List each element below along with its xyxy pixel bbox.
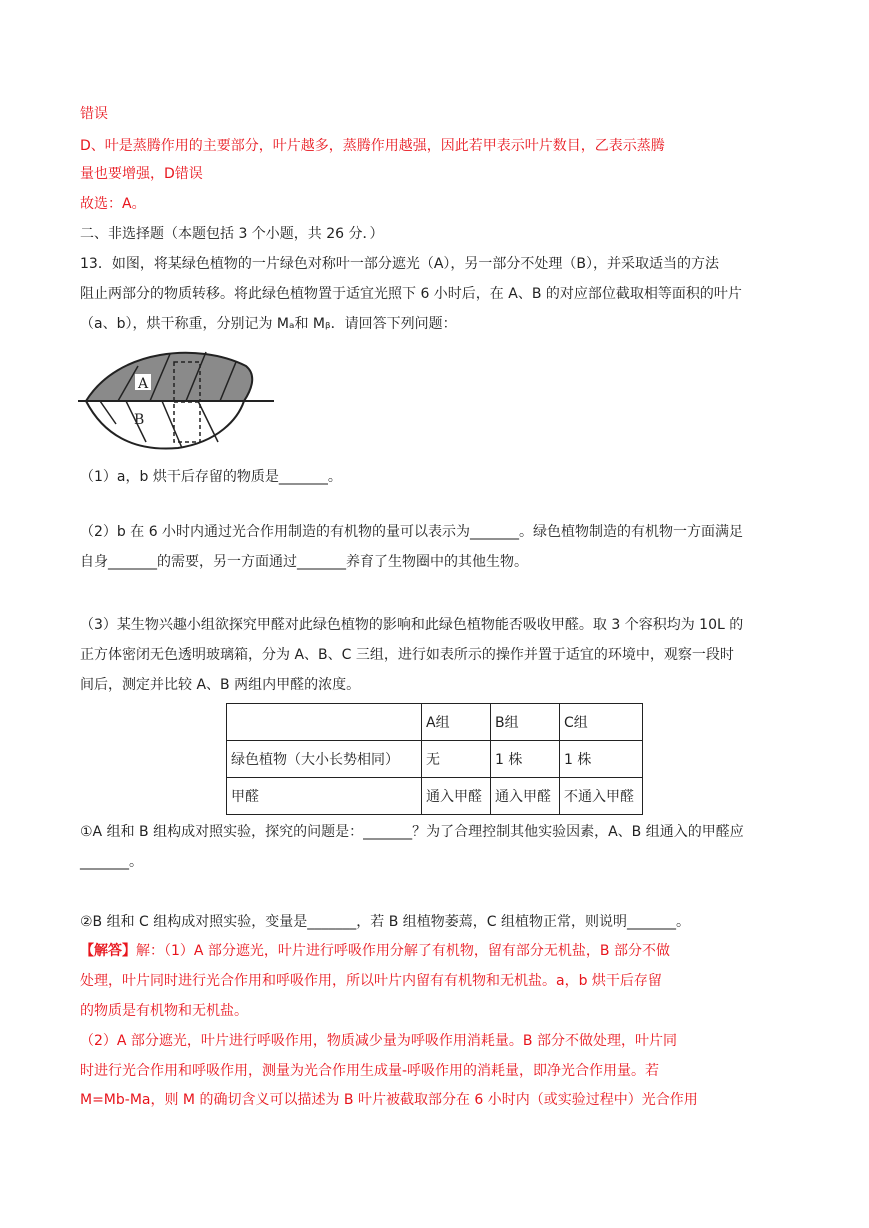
leaf-diagram [78, 344, 278, 454]
sub-question-3-1: ①A 组和 B 组构成对照实验，探究的问题是：_______？为了合理控制其他实验因素，A、B 组通入的甲醛应 [80, 824, 744, 840]
question-text: 13．如图，将某绿色植物的一片绿色对称叶一部分遮光（A），另一部分不处理（B），并采取适当的方法 [80, 256, 719, 272]
table-cell: 绿色植物（大小长势相同） [227, 741, 422, 778]
sub-question-3: 间后，测定并比较 A、B 两组内甲醛的浓度。 [80, 677, 361, 693]
table-header-row [227, 704, 643, 741]
sub-question-3-2: ②B 组和 C 组构成对照实验，变量是_______，若 B 组植物萎蔫，C 组植物正常，则说明_______。 [80, 914, 691, 930]
sub-question-1: （1）a，b 烘干后存留的物质是_______。 [80, 469, 342, 485]
answer-text: 解：（1）A 部分遮光，叶片进行呼吸作用分解了有机物，留有部分无机盐，B 部分不做 [136, 943, 670, 959]
table-cell: 通入甲醛 [491, 778, 560, 815]
sub-question-2: 自身_______的需要，另一方面通过_______养育了生物圈中的其他生物。 [80, 554, 528, 570]
text-line: 量也要增强，D错误 [80, 166, 203, 182]
answer-line: 的物质是有机物和无机盐。 [80, 1003, 248, 1019]
sub-question-2: （2）b 在 6 小时内通过光合作用制造的有机物的量可以表示为_______。绿色植物制造的有机物一方面满足 [80, 524, 744, 540]
table-cell: A组 [422, 704, 491, 741]
table-cell [227, 704, 422, 741]
table-cell: 无 [422, 741, 491, 778]
table-cell: 通入甲醛 [422, 778, 491, 815]
text-line: D、叶是蒸腾作用的主要部分，叶片越多，蒸腾作用越强，因此若甲表示叶片数目，乙表示蒸腾 [80, 138, 665, 154]
experiment-table [226, 703, 643, 815]
table-cell: 甲醛 [227, 778, 422, 815]
table-cell: 不通入甲醛 [560, 778, 643, 815]
table-cell: C组 [560, 704, 643, 741]
answer-line: 处理，叶片同时进行光合作用和呼吸作用，所以叶片内留有有机物和无机盐。a，b 烘干后存留 [80, 973, 662, 989]
section-heading: 二、非选择题（本题包括 3 个小题，共 26 分．） [80, 226, 384, 242]
sub-question-3-1: _______。 [80, 854, 143, 870]
table-row [227, 741, 643, 778]
answer-line: M=Mb-Ma，则 M 的确切含义可以描述为 B 叶片被截取部分在 6 小时内（或实验过程中）光合作用 [80, 1092, 698, 1108]
question-text: （a、b），烘干称重，分别记为 Mₐ和 Mᵦ．请回答下列问题： [80, 316, 457, 332]
leaf-label-a: A [138, 376, 149, 392]
sub-question-3: 正方体密闭无色透明玻璃箱，分为 A、B、C 三组，进行如表所示的操作并置于适宜的环境中，观察一段时 [80, 647, 734, 663]
answer-line: （2）A 部分遮光，叶片进行呼吸作用，物质减少量为呼吸作用消耗量。B 部分不做处理，叶片同 [80, 1033, 677, 1049]
leaf-label-b: B [134, 412, 145, 428]
text-line: 错误 [80, 106, 108, 122]
text-line: 故选：A。 [80, 196, 146, 212]
answer-line [80, 941, 670, 961]
table-cell: 1 株 [491, 741, 560, 778]
answer-line: 时进行光合作用和呼吸作用，测量为光合作用生成量-呼吸作用的消耗量，即净光合作用量。若 [80, 1063, 660, 1079]
answer-tag: 【解答】 [80, 943, 136, 959]
table-cell: B组 [491, 704, 560, 741]
sub-question-3: （3）某生物兴趣小组欲探究甲醛对此绿色植物的影响和此绿色植物能否吸收甲醛。取 3 个容积均为 10L 的 [80, 617, 744, 633]
question-text: 阻止两部分的物质转移。将此绿色植物置于适宜光照下 6 小时后，在 A、B 的对应部位截取相等面积的叶片 [80, 286, 742, 302]
table-cell: 1 株 [560, 741, 643, 778]
table-row [227, 778, 643, 815]
